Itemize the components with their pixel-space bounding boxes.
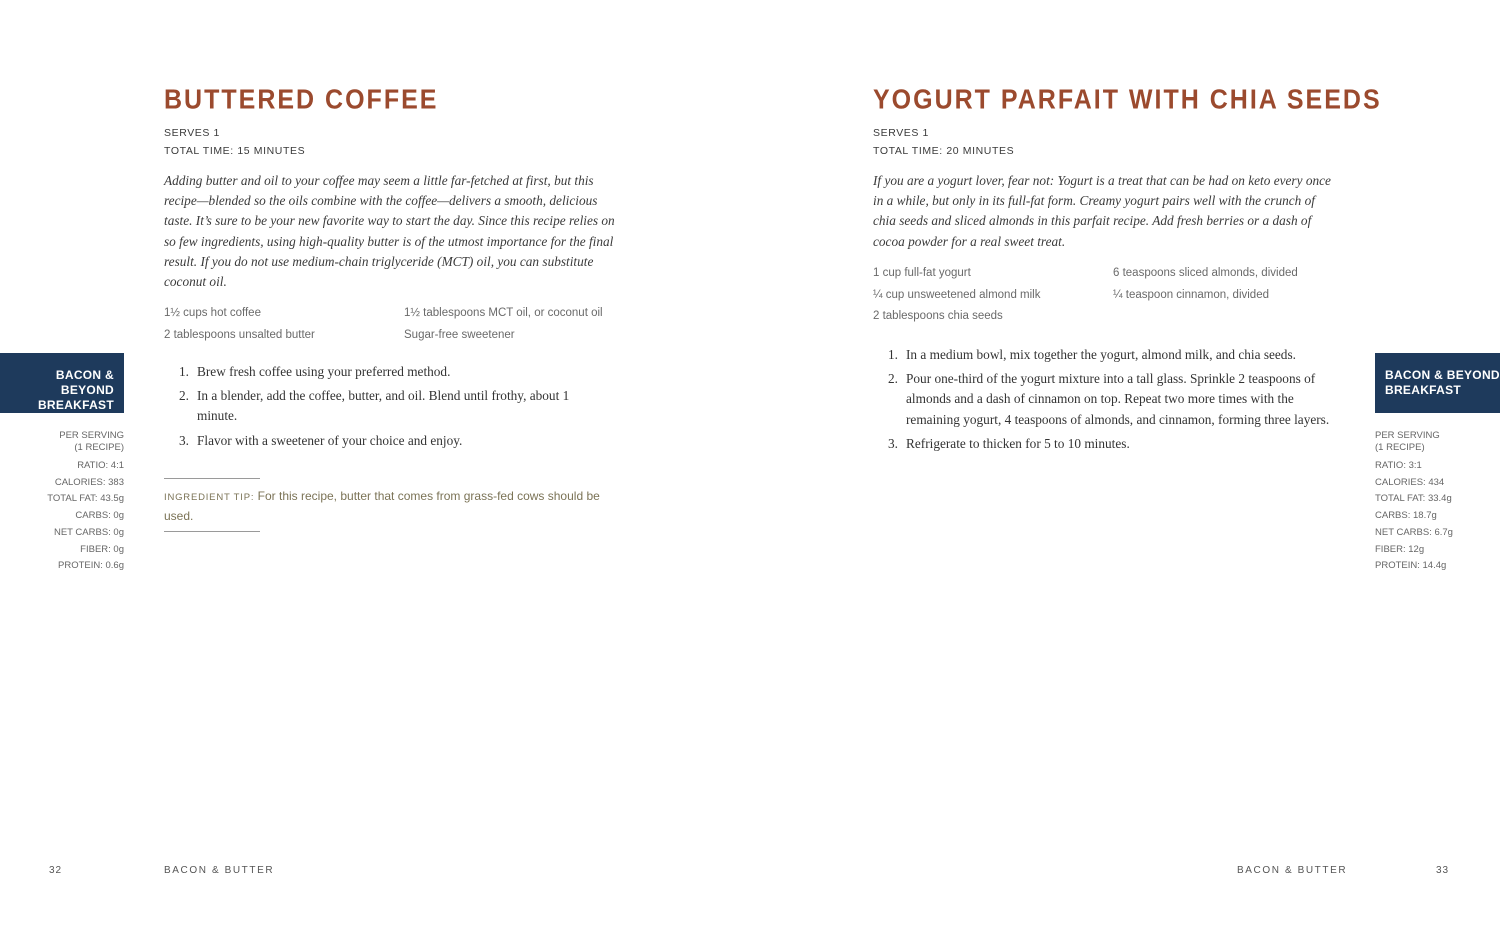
step-text: Flavor with a sweetener of your choice and enjoy. xyxy=(197,432,463,448)
ingredient-tip xyxy=(164,487,609,525)
nutrition-header-line1: PER SERVING xyxy=(59,430,124,441)
tip-divider-top xyxy=(164,478,260,479)
running-head: BACON & BUTTER xyxy=(164,865,275,876)
step-number: 2. xyxy=(888,371,898,387)
section-tab xyxy=(1375,353,1500,413)
nutrition-calories: CALORIES: 383 xyxy=(54,476,124,488)
nutrition-protein: PROTEIN: 0.6g xyxy=(58,560,124,572)
nutrition-fiber: FIBER: 0g xyxy=(80,543,124,555)
nutrition-calories: CALORIES: 434 xyxy=(1375,476,1445,488)
nutrition-header-line2: (1 RECIPE) xyxy=(1375,442,1425,453)
nutrition-header xyxy=(20,430,124,454)
step-number: 3. xyxy=(888,435,898,451)
nutrition-net-carbs: NET CARBS: 6.7g xyxy=(1375,526,1453,538)
ingredient-item: 1½ cups hot coffee xyxy=(164,307,261,319)
recipe-meta xyxy=(164,124,305,160)
step-text: Brew fresh coffee using your preferred method. xyxy=(197,364,451,379)
nutrition-header xyxy=(1375,430,1485,454)
nutrition-ratio: RATIO: 4:1 xyxy=(77,460,124,471)
instruction-step xyxy=(164,431,584,451)
ingredient-item xyxy=(1113,306,1353,328)
ingredient-item: 2 tablespoons chia seeds xyxy=(873,310,1003,322)
ingredient-item: Sugar-free sweetener xyxy=(404,328,515,341)
running-head: BACON & BUTTER xyxy=(1237,865,1348,876)
ingredient-item: 1½ tablespoons MCT oil, or coconut oil xyxy=(404,307,603,319)
total-time-text: TOTAL TIME: 15 MINUTES xyxy=(164,145,306,157)
nutrition-net-carbs: NET CARBS: 0g xyxy=(53,526,124,538)
nutrition-carbs: CARBS: 0g xyxy=(75,510,124,522)
nutrition-panel xyxy=(20,430,124,575)
recipe-title: BUTTERED COFFEE xyxy=(164,84,439,116)
instruction-list xyxy=(164,362,584,455)
instruction-step xyxy=(164,362,584,382)
nutrition-total-fat: TOTAL FAT: 33.4g xyxy=(1375,493,1452,505)
step-text: Refrigerate to thicken for 5 to 10 minutes. xyxy=(906,435,1130,451)
ingredient-item: 2 tablespoons unsalted butter xyxy=(164,328,315,341)
recipe-intro: Adding butter and oil to your coffee may seem a little far-fetched at first, but this recipe—blended so the oils combine with the coffee—delivers a smooth, delicious taste. It’s sure to be your new favorite way to start the day. Since this recipe relies on so few ingredients, using high-quality butter is of the utmost importance for the final result. If you do not use medium-chain triglyceride (MCT) oil, you can substitute coconut oil. xyxy=(164,173,615,290)
section-tab-line2: BREAKFAST xyxy=(37,398,114,412)
recipe-intro: If you are a yogurt lover, fear not: Yogurt is a treat that can be had on keto every once in a while, but only in its full-fat form. Creamy yogurt pairs well with the crunch of chia seeds and sliced almonds in this parfait recipe. Add fresh berries or a dash of cocoa powder for a real sweet treat. xyxy=(873,173,1331,249)
nutrition-header-line2: (1 RECIPE) xyxy=(74,442,124,453)
step-number: 2. xyxy=(179,388,189,404)
nutrition-header-line1: PER SERVING xyxy=(1375,430,1440,441)
section-tab-line1: BACON & BEYOND xyxy=(55,368,114,397)
page-number: 32 xyxy=(49,865,63,876)
section-tab-line1: BACON & BEYOND xyxy=(1385,368,1500,382)
section-tab xyxy=(0,353,124,413)
nutrition-fiber: FIBER: 12g xyxy=(1375,543,1425,555)
tip-label: INGREDIENT TIP: xyxy=(164,492,255,503)
step-text: In a blender, add the coffee, butter, and oil. Blend until frothy, about 1 minute. xyxy=(197,388,570,424)
nutrition-protein: PROTEIN: 14.4g xyxy=(1375,560,1447,572)
ingredient-item: ¼ teaspoon cinnamon, divided xyxy=(1113,288,1269,301)
section-tab-line2: BREAKFAST xyxy=(1385,383,1462,397)
nutrition-panel xyxy=(1375,430,1485,575)
recipe-title: YOGURT PARFAIT WITH CHIA SEEDS xyxy=(873,84,1382,116)
step-text: In a medium bowl, mix together the yogurt, almond milk, and chia seeds. xyxy=(906,347,1296,362)
step-number: 3. xyxy=(179,432,189,448)
step-number: 1. xyxy=(179,364,189,379)
nutrition-ratio: RATIO: 3:1 xyxy=(1375,460,1422,471)
instruction-step xyxy=(873,345,1343,365)
total-time-text: TOTAL TIME: 20 MINUTES xyxy=(873,145,1015,157)
ingredient-item: 1 cup full-fat yogurt xyxy=(873,267,971,279)
instruction-step xyxy=(164,386,584,426)
ingredient-list xyxy=(873,263,1353,328)
step-number: 1. xyxy=(888,347,898,362)
nutrition-carbs: CARBS: 18.7g xyxy=(1375,510,1437,522)
tip-divider-bottom xyxy=(164,531,260,532)
instruction-list xyxy=(873,345,1343,458)
step-text: Pour one-third of the yogurt mixture into a tall glass. Sprinkle 2 teaspoons of almonds and a dash of cinnamon on top. Repeat two more times with the remaining yogurt, 4 teaspoons of almonds, and cinnamon, forming three layers. xyxy=(906,371,1330,427)
instruction-step xyxy=(873,434,1343,454)
instruction-step xyxy=(873,369,1343,430)
serves-text: SERVES 1 xyxy=(873,127,929,139)
nutrition-total-fat: TOTAL FAT: 43.5g xyxy=(47,493,124,505)
recipe-meta xyxy=(873,124,1014,160)
tip-text: For this recipe, butter that comes from grass-fed cows should be used. xyxy=(164,489,600,523)
page-number: 33 xyxy=(1436,865,1450,876)
serves-text: SERVES 1 xyxy=(164,127,220,139)
ingredient-list xyxy=(164,303,644,346)
ingredient-item: ¼ cup unsweetened almond milk xyxy=(873,288,1041,301)
ingredient-item: 6 teaspoons sliced almonds, divided xyxy=(1113,267,1298,279)
